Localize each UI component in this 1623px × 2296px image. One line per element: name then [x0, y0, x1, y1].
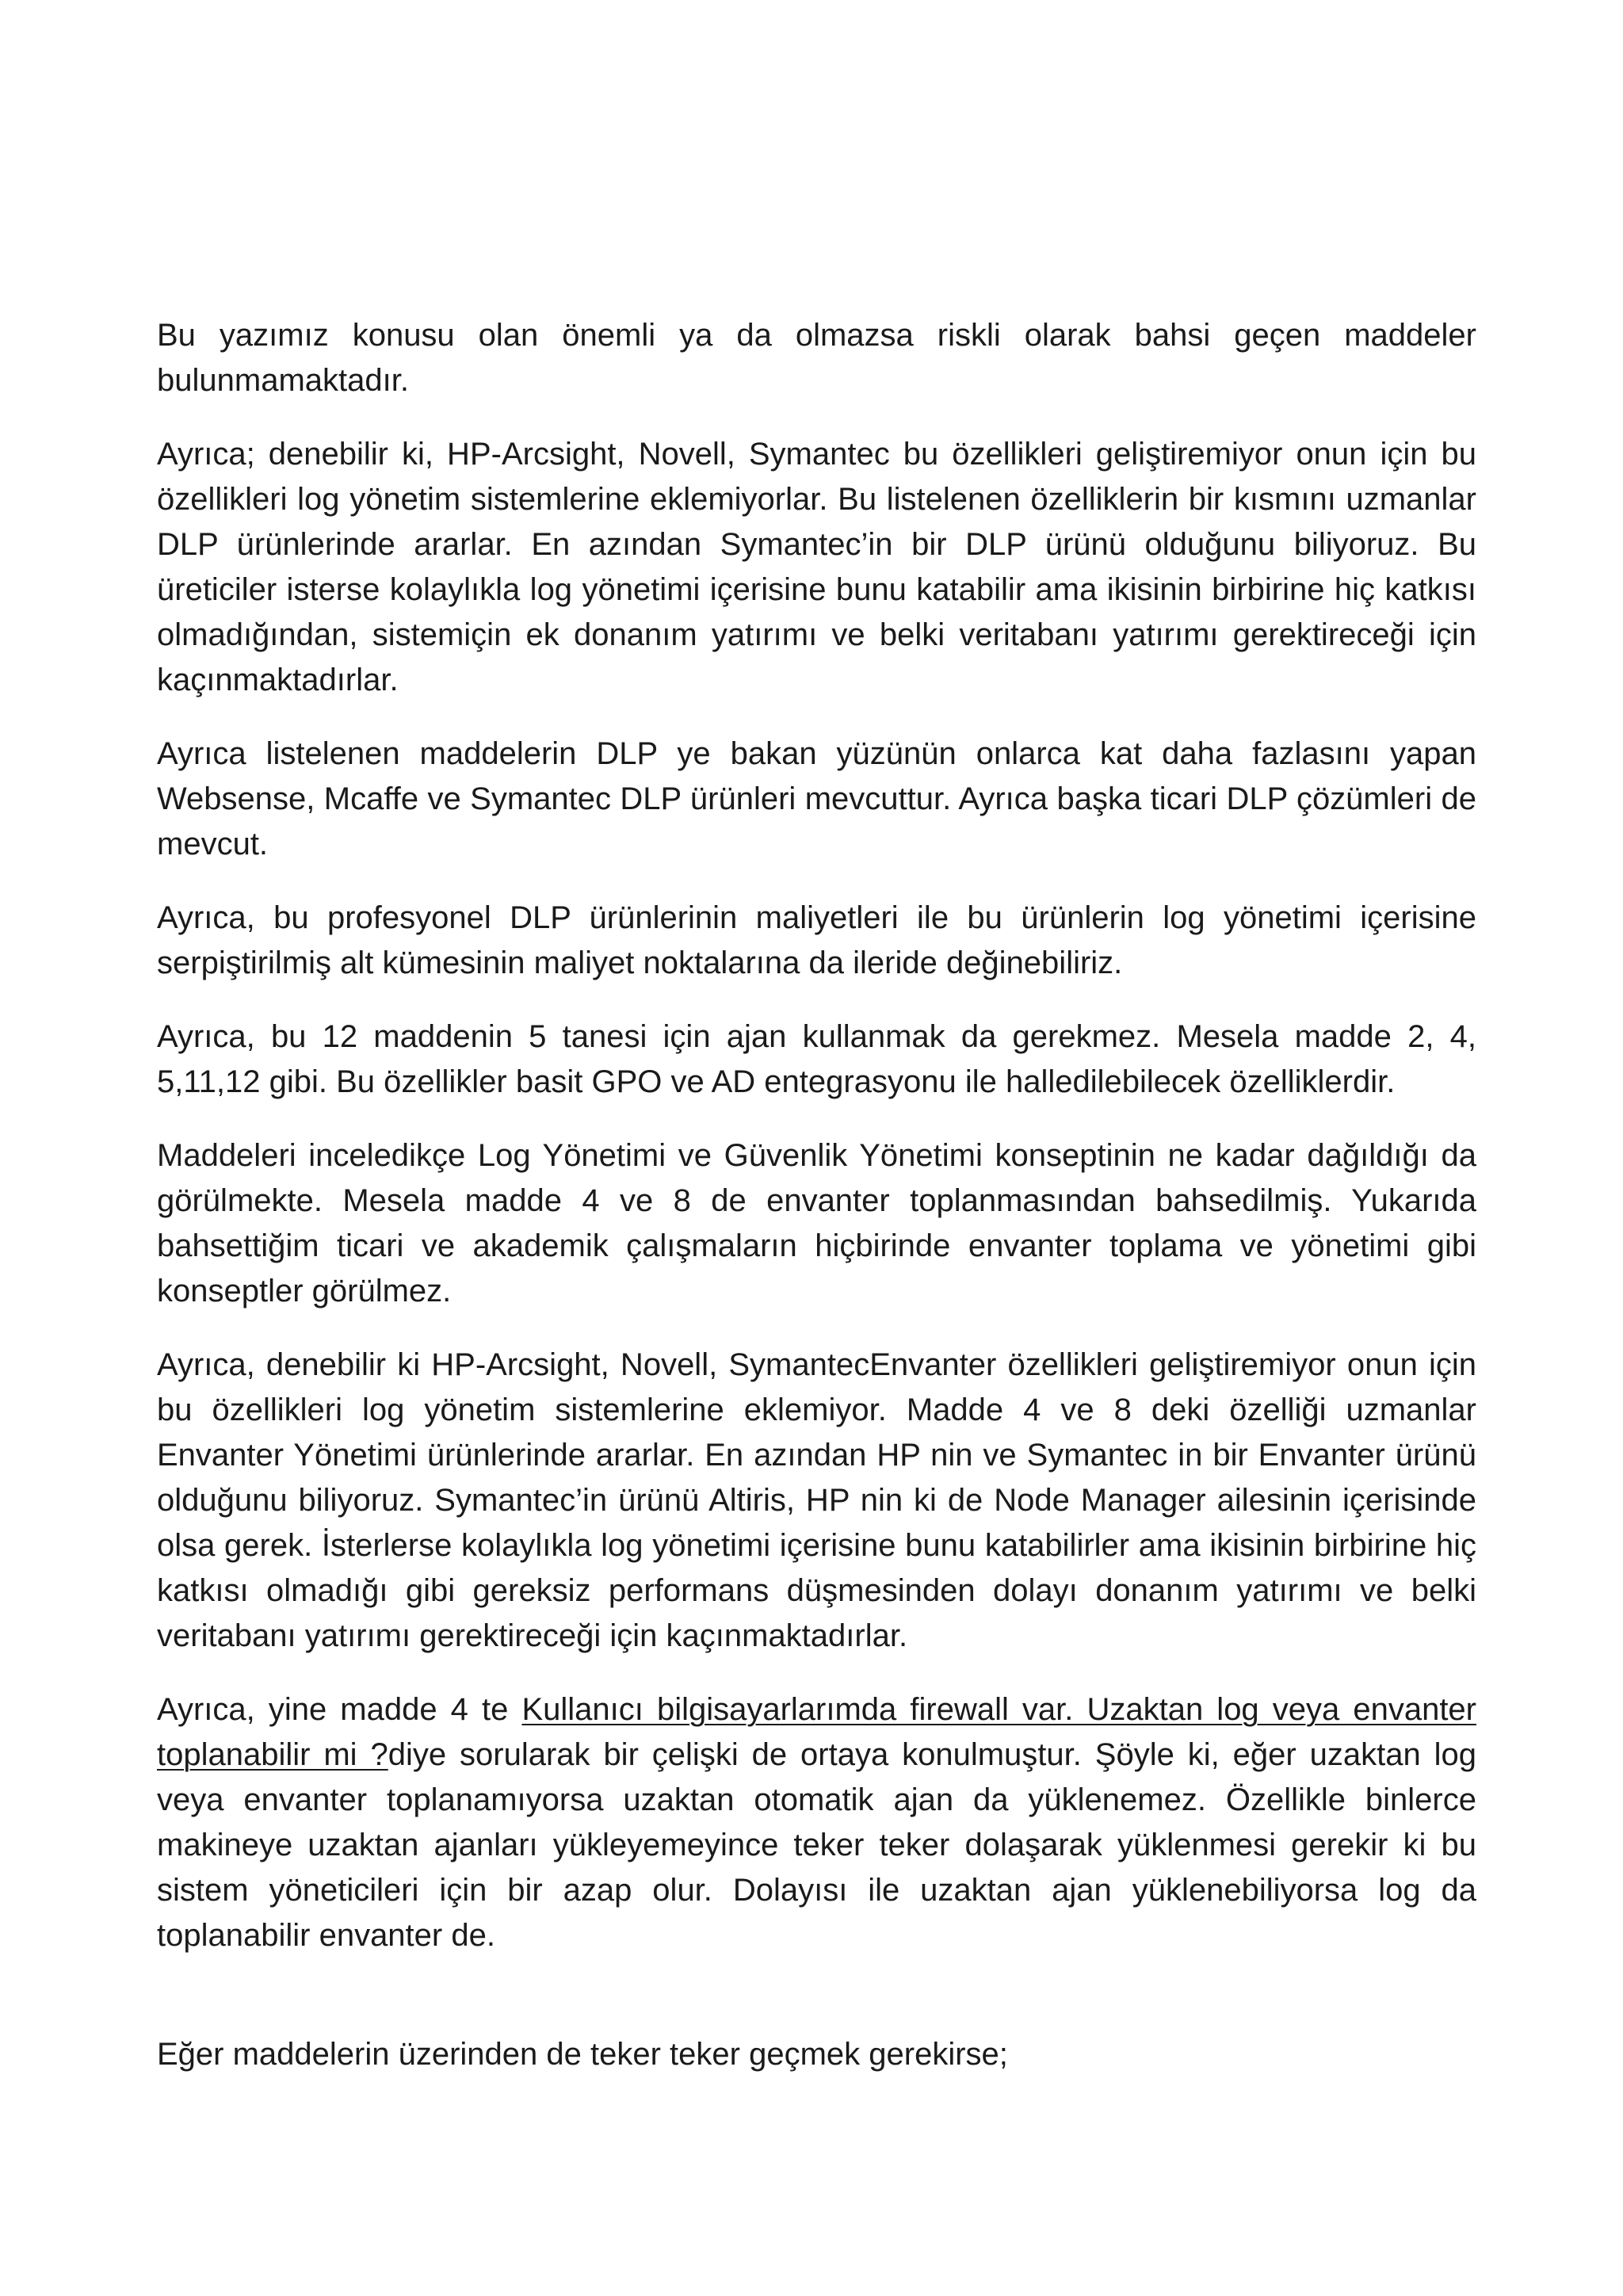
- paragraph-6: Maddeleri inceledikçe Log Yönetimi ve Güvenlik Yönetimi konseptinin ne kadar dağıldığı da görülmekte. Mesela madde 4 ve 8 de envanter toplanmasından bahsedilmiş. Yukarıda bahsettiğim ticari ve akademik çalışmaların hiçbirinde envanter toplama ve yönetimi gibi konseptler görülmez.: [157, 1138, 1476, 1308]
- paragraph-5: Ayrıca, bu 12 maddenin 5 tanesi için ajan kullanmak da gerekmez. Mesela madde 2, 4, 5,11,12 gibi. Bu özellikler basit GPO ve AD entegrasyonu ile halledilebilecek özelliklerdir.: [157, 1019, 1476, 1099]
- paragraph-7: Ayrıca, denebilir ki HP-Arcsight, Novell, SymantecEnvanter özellikleri geliştiremiyor onun için bu özellikleri log yönetim sistemlerine eklemiyor. Madde 4 ve 8 deki özelliği uzmanlar Envanter Yönetimi ürünlerinde ararlar. En azından HP nin ve Symantec in bir Envanter ürünü olduğunu biliyoruz. Symantec’in ürünü Altiris, HP nin ki de Node Manager ailesinin içerisinde olsa gerek. İsterlerse kolaylıkla log yönetimi içerisine bunu katabilirler ama ikisinin birbirine hiç katkısı olmadığı gibi gereksiz performans düşmesinden dolayı donanım yatırımı ve belki veritabanı yatırımı gerektireceği için kaçınmaktadırlar.: [157, 1347, 1476, 1653]
- blank-line: [157, 1987, 1476, 2032]
- paragraph-2: Ayrıca; denebilir ki, HP-Arcsight, Novell, Symantec bu özellikleri geliştiremiyor onun için bu özellikleri log yönetim sistemlerine eklemiyorlar. Bu listelenen özelliklerin bir kısmını uzmanlar DLP ürünlerinde ararlar. En azından Symantec’in bir DLP ürünü olduğunu biliyoruz. Bu üreticiler isterse kolaylıkla log yönetimi içerisine bunu katabilir ama ikisinin birbirine hiç katkısı olmadığından, sistemiçin ek donanım yatırımı ve belki veritabanı yatırımı gerektireceği için kaçınmaktadırlar.: [157, 437, 1476, 697]
- paragraph-8: [157, 1687, 1476, 1958]
- underlined-quote: Kullanıcı bilgisayarlarımda firewall var. Uzaktan log veya envanter toplanabilir mi ?: [157, 1692, 1476, 1772]
- paragraph-1: Bu yazımız konusu olan önemli ya da olmazsa riskli olarak bahsi geçen maddeler bulunmamaktadır.: [157, 318, 1476, 398]
- paragraph-8-rest: diye sorularak bir çelişki de ortaya konulmuştur. Şöyle ki, eğer uzaktan log veya envanter toplanamıyorsa uzaktan otomatik ajan da yüklenemez. Özellikle binlerce makineye uzaktan ajanları yükleyemeyince teker teker dolaşarak yüklenmesi gerekir ki bu sistem yöneticileri için bir azap olur. Dolayısı ile uzaktan ajan yüklenebiliyorsa log da toplanabilir envanter de.: [157, 1737, 1477, 1953]
- paragraph-4: Ayrıca, bu profesyonel DLP ürünlerinin maliyetleri ile bu ürünlerin log yönetimi içerisine serpiştirilmiş alt kümesinin maliyet noktalarına da ileride değinebiliriz.: [157, 900, 1476, 980]
- paragraph-3: Ayrıca listelenen maddelerin DLP ye bakan yüzünün onlarca kat daha fazlasını yapan Websense, Mcaffe ve Symantec DLP ürünleri mevcuttur. Ayrıca başka ticari DLP çözümleri de mevcut.: [157, 736, 1476, 861]
- paragraph-8-intro: Ayrıca, yine madde 4 te: [157, 1692, 522, 1727]
- paragraph-9: Eğer maddelerin üzerinden de teker teker geçmek gerekirse;: [157, 2037, 1008, 2072]
- document-body: [157, 313, 1476, 2077]
